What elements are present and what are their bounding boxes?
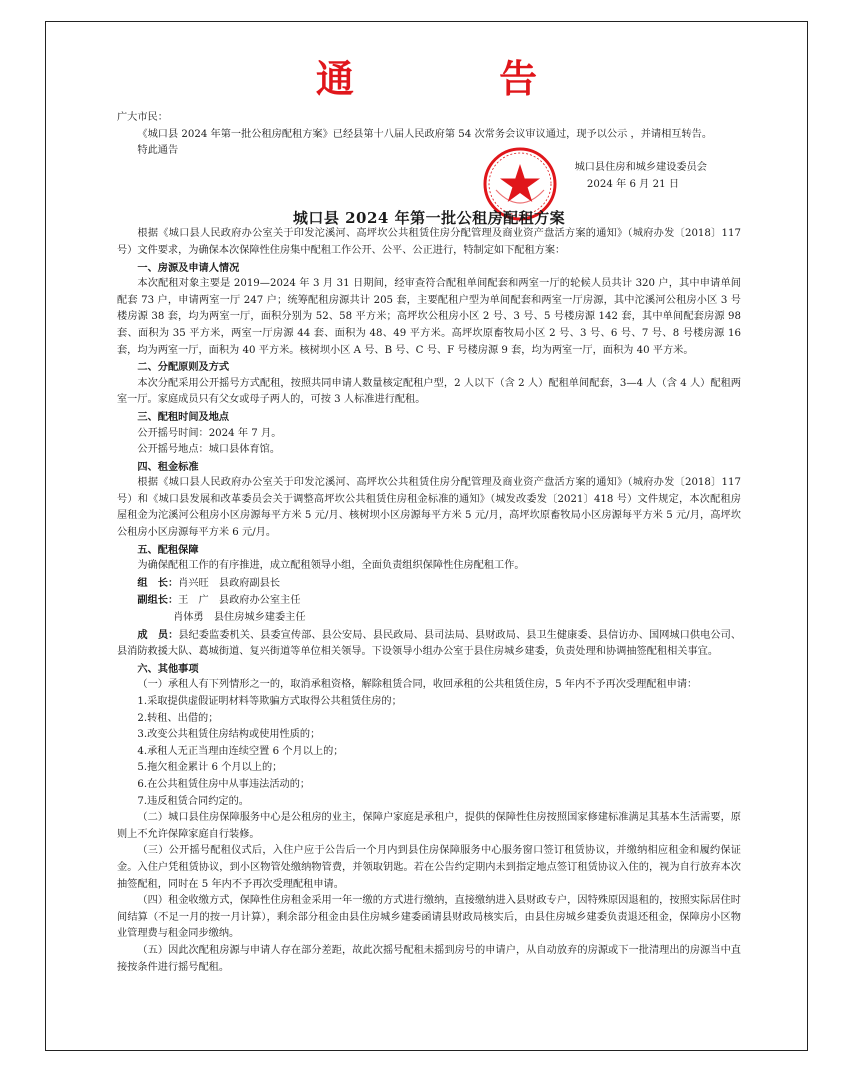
group-leader	[117, 575, 741, 593]
issue-date: 2024 年 6 月 21 日	[586, 178, 679, 190]
notice-body: 《城口县 2024 年第一批公租房配租方案》已经县第十八届人民政府第 54 次常务会议审议通过，现予以公示 ，并请相互转告。	[137, 128, 713, 140]
deputy-leader-2: 肖体勇 县住房城乡建委主任	[173, 612, 306, 624]
deputy-leader	[117, 592, 741, 610]
lottery-place: 公开摇号地点：城口县体育馆。	[137, 444, 281, 456]
notice-closing: 特此通告	[137, 145, 179, 157]
section-text: （四）租金收缴方式，保障性住房租金采用一年一缴的方式进行缴纳，直接缴纳进入县财政专户，因特殊原因退租的，按照实际居住时间结算（不足一月的按一月计算），剩余部分租金由县住房城乡建委函请县财政局核实后，由县住房城乡建委负责退还租金，保障房小区物业管理费与租金同步缴纳。	[117, 895, 741, 940]
group-members	[117, 627, 741, 661]
section-text: 为确保配租工作的有序推进，成立配租领导小组，全面负责组织保障性住房配租工作。	[137, 560, 525, 572]
list-item: 4.承租人无正当理由连续空置 6 个月以上的；	[137, 745, 344, 757]
document-body	[117, 110, 741, 976]
list-item: 2.转租、出借的；	[137, 712, 219, 724]
section-text: （一）承租人有下列情形之一的，取消承租资格，解除租赁合同，收回承租的公共租赁住房，5 年内不予再次受理配租申请：	[137, 679, 698, 691]
section-heading: 一、房源及申请人情况	[137, 261, 240, 274]
section-heading: 二、分配原则及方式	[137, 361, 230, 374]
deputy-name: 王 广 县政府办公室主任	[178, 595, 301, 607]
section-text: 本次配租对象主要是 2019—2024 年 3 月 31 日期间，经审查符合配租单间配套和两室一厅的轮候人员共计 320 户，其中申请单间配套 73 户，申请两室一厅 247 户；统筹配租房源共计 205 套，主要配租户型为单间配套和两室一厅房源，其中沱溪河公租房小区 3 号楼房源 38 套，均为两室一厅，面积分别为 52、58 平方米；高坪坎公租房小区 2 号、3 号、5 号楼房源 142 套，其中单间配套房源 98 套、面积为 35 平方米，两室一厅房源 44 套、面积为 48、49 平方米。高坪坎原畜牧局小区 2 号、3 号、6 号、7 号、8 号楼房源 16 套，均为两室一厅，面积为 40 平方米。核树坝小区 A 号、B 号、C 号、F 号楼房源 9 套，均为两室一厅，面积为 40 平方米。	[117, 278, 741, 356]
members-text: 县纪委监委机关、县委宣传部、县公安局、县民政局、县司法局、县财政局、县卫生健康委、县信访办、国网城口供电公司、县消防救援大队、葛城街道、复兴街道等单位相关领导。下设领导小组办公室于县住房城乡建委，负责处理和协调抽签配租相关事宜。	[117, 629, 742, 658]
section-text: （三）公开摇号配租仪式后，入住户应于公告后一个月内到县住房保障服务中心服务窗口签订租赁协议，并缴纳相应租金和履约保证金。入住户凭租赁协议，到小区物管处缴纳物管费，并领取钥匙。若在公告约定期内未到指定地点签订租赁协议入住的，视为自行放弃本次抽签配租，同时在 5 年内不予再次受理配租申请。	[117, 845, 741, 890]
list-item: 7.违反租赁合同约定的。	[137, 795, 249, 807]
section-heading: 四、租金标准	[137, 460, 199, 473]
section-text: （二）城口县住房保障服务中心是公租房的业主，保障户家庭是承租户，提供的保障性住房按照国家修建标准满足其基本生活需要，原则上不允许保障家庭自行装修。	[117, 812, 741, 840]
section-heading: 六、其他事项	[137, 662, 199, 675]
list-item: 5.拖欠租金累计 6 个月以上的；	[137, 762, 283, 774]
list-item: 1.采取提供虚假证明材料等欺骗方式取得公共租赁住房的；	[137, 696, 402, 707]
deputy-label: 副组长：	[137, 594, 179, 607]
plan-intro: 根据《城口县人民政府办公室关于印发沱溪河、高坪坎公共租赁住房分配管理及商业资产盘活方案的通知》（城府办发〔2018〕117 号）文件要求，为确保本次保障性住房集中配租工作公开、公平、公正进行，特制定如下配租方案：	[117, 228, 741, 256]
plan-title: 城口县 2024 年第一批公租房配租方案	[292, 208, 566, 227]
lottery-time: 公开摇号时间：2024 年 7 月。	[137, 427, 282, 439]
leader-name: 肖兴旺 县政府副县长	[178, 577, 281, 589]
signature-block	[117, 160, 741, 210]
section-text: 本次分配采用公开摇号方式配租，按照共同申请人数量核定配租户型，2 人以下（含 2 人）配租单间配套，3—4 人（含 4 人）配租两室一厅。家庭成员只有父女或母子两人的，可按 3 人标准进行配租。	[117, 377, 741, 406]
notice-title: 通 告	[315, 56, 604, 101]
section-text: （五）因此次配租房源与申请人存在部分差距，故此次摇号配租未摇到房号的申请户，从自动放弃的房源或下一批清理出的房源当中直接按条件进行摇号配租。	[117, 944, 741, 973]
section-heading: 三、配租时间及地点	[137, 410, 230, 423]
members-label: 成 员：	[137, 628, 179, 641]
greeting: 广大市民：	[117, 112, 168, 123]
list-item: 3.改变公共租赁住房结构或使用性质的；	[137, 729, 321, 741]
list-item: 6.在公共租赁住房中从事违法活动的；	[137, 778, 311, 790]
issuer-name: 城口县住房和城乡建设委员会	[574, 161, 707, 173]
section-heading: 五、配租保障	[137, 543, 199, 556]
section-text: 根据《城口县人民政府办公室关于印发沱溪河、高坪坎公共租赁住房分配管理及商业资产盘活方案的通知》（城府办发〔2018〕117 号）和《城口县发展和改革委员会关于调整高坪坎公共租赁住房租金标准的通知》（城发改委发〔2021〕418 号）文件规定，本次配租房屋租金为沱溪河公租房小区房源每平方米 5 元/月、核树坝小区房源每平方米 5 元/月，高坪坎原畜牧局小区房源每平方米 5 元/月，高坪坎公租房小区房源每平方米 6 元/月。	[117, 477, 741, 539]
leader-label: 组 长：	[137, 576, 179, 589]
